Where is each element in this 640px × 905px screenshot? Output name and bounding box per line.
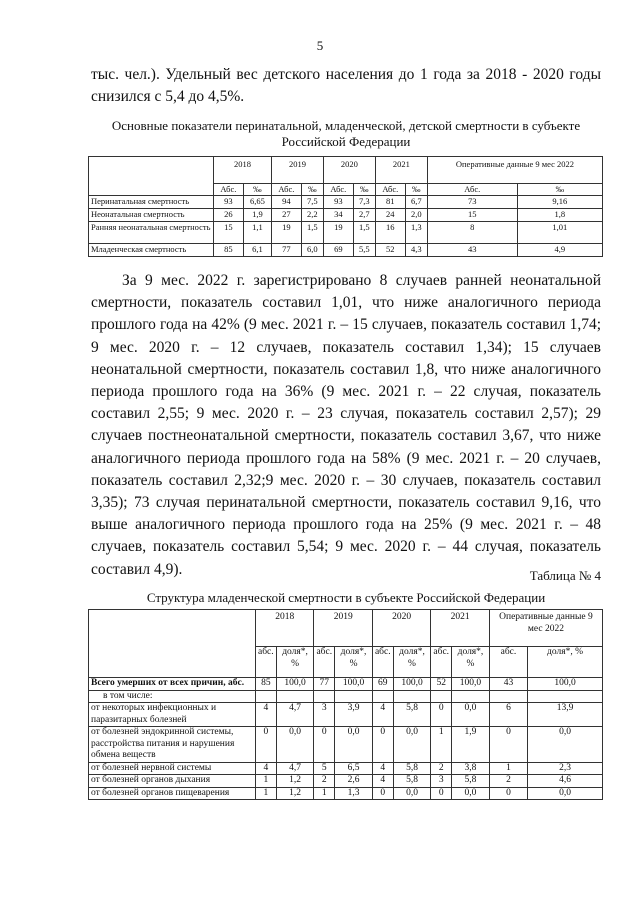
table2-year-header: 2021: [431, 610, 489, 647]
table2-cell: 4: [256, 762, 277, 775]
table2-year-header: 2020: [372, 610, 430, 647]
table1-abs-header: Абс.: [214, 184, 244, 196]
table2-cell: 6: [489, 703, 527, 727]
table1-cell: 43: [427, 244, 517, 257]
table2-cell: 0,0: [393, 727, 431, 763]
table1-cell: 7,3: [353, 196, 375, 209]
table1-cell: 34: [323, 209, 353, 222]
table2-cell: [393, 690, 431, 703]
table2-cell: 100,0: [452, 678, 490, 691]
table1-cell: 2,7: [353, 209, 375, 222]
table2-cell: 6,5: [335, 762, 373, 775]
table2-cell: [276, 690, 314, 703]
table1-cell: 5,5: [353, 244, 375, 257]
table1-abs-header: Абс.: [272, 184, 302, 196]
table1-row-perinatal: [89, 196, 603, 209]
table1-cell: 7,5: [301, 196, 323, 209]
table2-cell: 0: [489, 787, 527, 800]
table2-cell: 5: [314, 762, 335, 775]
table1-cell: 1,5: [353, 222, 375, 244]
table2-cell: 2,6: [335, 775, 373, 788]
table1-rate-header: ‰: [301, 184, 323, 196]
table1-cell: 9,16: [517, 196, 602, 209]
table1-title-line1: Основные показатели перинатальной, младенческой, детской смертности в субъекте: [111, 118, 581, 133]
table1-cell: 1,3: [405, 222, 427, 244]
table1-cell: 81: [375, 196, 405, 209]
table1-cell: 1,1: [243, 222, 271, 244]
table2-abs-header: абс.: [256, 647, 277, 678]
table1-row-label: Ранняя неонатальная смертность: [89, 222, 214, 244]
table2-year-header: 2018: [256, 610, 314, 647]
table2-cell: 5,8: [393, 703, 431, 727]
table2-share-header: доля*, %: [335, 647, 373, 678]
table1-cell: 8: [427, 222, 517, 244]
table1-row-infant: [89, 244, 603, 257]
table2-cell: 5,8: [393, 762, 431, 775]
table2-row-digestive: [89, 787, 603, 800]
table2-cell: 4,7: [276, 703, 314, 727]
table2-cell: 0: [314, 727, 335, 763]
table2-cell: [528, 690, 603, 703]
table1-cell: 24: [375, 209, 405, 222]
perinatal-mortality-table: [88, 156, 603, 257]
table1-row-early-neonatal: [89, 222, 603, 244]
table1-cell: 1,8: [517, 209, 602, 222]
table1-cell: 6,1: [243, 244, 271, 257]
table1-cell: 1,9: [243, 209, 271, 222]
table2-cell: 3: [431, 775, 452, 788]
table1-cell: 52: [375, 244, 405, 257]
table1-abs-header: Абс.: [427, 184, 517, 196]
table1-cell: 93: [323, 196, 353, 209]
table2-number: Таблица № 4: [529, 568, 601, 583]
table1-cell: 6,65: [243, 196, 271, 209]
table2-cell: 5,8: [393, 775, 431, 788]
table1-abs-header: Абс.: [323, 184, 353, 196]
table2-row-infectious: [89, 703, 603, 727]
table2-cell: 1,2: [276, 775, 314, 788]
table2-operative-header: Оперативные данные 9 мес 2022: [489, 610, 602, 647]
table1-year-header: 2020: [323, 157, 375, 184]
table1-cell: 69: [323, 244, 353, 257]
table1-cell: 1,5: [301, 222, 323, 244]
table2-cell: 0,0: [528, 787, 603, 800]
table2-row-respiratory: [89, 775, 603, 788]
table2-cell: 4: [372, 775, 393, 788]
table2-share-header: доля*, %: [276, 647, 314, 678]
table1-rate-header: ‰: [243, 184, 271, 196]
table2-cell: 2: [489, 775, 527, 788]
table2-cell: 1,2: [276, 787, 314, 800]
table2-row-nervous: [89, 762, 603, 775]
table2-cell: 69: [372, 678, 393, 691]
table2-cell: 0,0: [528, 727, 603, 763]
table2-cell: 0: [489, 727, 527, 763]
table1-year-header: 2019: [272, 157, 324, 184]
table2-cell: 3: [314, 703, 335, 727]
table2-row-label: от болезней эндокринной системы, расстройства питания и нарушения обмена веществ: [89, 727, 256, 763]
table1-operative-header: Оперативные данные 9 мес 2022: [427, 157, 602, 184]
table2-cell: [335, 690, 373, 703]
table2-row-endocrine: [89, 727, 603, 763]
table2-cell: 100,0: [276, 678, 314, 691]
table2-cell: 0,0: [452, 787, 490, 800]
table2-cell: 4,6: [528, 775, 603, 788]
table2-row-label: от болезней нервной системы: [89, 762, 256, 775]
table1-title: [91, 118, 601, 150]
table2-cell: 4: [372, 762, 393, 775]
table1-cell: 19: [272, 222, 302, 244]
table1-rate-header: ‰: [517, 184, 602, 196]
table2-title: Структура младенческой смертности в субъекте Российской Федерации: [146, 590, 546, 605]
table1-corner-cell: [89, 157, 214, 196]
table2-cell: 13,9: [528, 703, 603, 727]
paragraph-mortality-summary: [91, 270, 601, 581]
table1-rate-header: ‰: [405, 184, 427, 196]
table2-row-label: от болезней органов дыхания: [89, 775, 256, 788]
table2-cell: 100,0: [393, 678, 431, 691]
paragraph-intro: тыс. чел.). Удельный вес детского населения до 1 года за 2018 - 2020 годы снизился с 5,4 до 4,5%.: [91, 66, 601, 105]
table2-cell: 4: [256, 703, 277, 727]
table1-year-header: 2018: [214, 157, 272, 184]
table1-cell: 2,2: [301, 209, 323, 222]
table1-rate-header: ‰: [353, 184, 375, 196]
table2-cell: [314, 690, 335, 703]
table2-cell: 0,0: [276, 727, 314, 763]
table2-cell: 1,9: [452, 727, 490, 763]
table2-cell: 0: [372, 787, 393, 800]
table1-cell: 15: [427, 209, 517, 222]
table2-cell: 3,8: [452, 762, 490, 775]
table1-cell: 4,9: [517, 244, 602, 257]
table2-cell: 100,0: [335, 678, 373, 691]
table1-cell: 77: [272, 244, 302, 257]
table1-cell: 93: [214, 196, 244, 209]
table2-share-header: доля*, %: [452, 647, 490, 678]
table2-cell: 2: [314, 775, 335, 788]
table1-cell: 85: [214, 244, 244, 257]
table2-cell: 1: [431, 727, 452, 763]
table1-title-line2: Российской Федерации: [281, 134, 411, 149]
table2-cell: [431, 690, 452, 703]
table2-cell: 2: [431, 762, 452, 775]
table2-corner-cell: [89, 610, 256, 678]
table1-cell: 26: [214, 209, 244, 222]
table1-cell: 6,0: [301, 244, 323, 257]
table1-row-label: Младенческая смертность: [89, 244, 214, 257]
table1-cell: 16: [375, 222, 405, 244]
table1-abs-header: Абс.: [375, 184, 405, 196]
table2-cell: [452, 690, 490, 703]
table2-cell: 1: [489, 762, 527, 775]
table2-cell: 1: [314, 787, 335, 800]
table1-cell: 73: [427, 196, 517, 209]
table1-cell: 1,01: [517, 222, 602, 244]
table2-cell: 0: [431, 787, 452, 800]
table1-cell: 4,3: [405, 244, 427, 257]
table2-cell: 1,3: [335, 787, 373, 800]
table1-cell: 27: [272, 209, 302, 222]
table2-cell: 100,0: [528, 678, 603, 691]
table2-row-including: [89, 690, 603, 703]
table2-cell: 43: [489, 678, 527, 691]
table1-cell: 15: [214, 222, 244, 244]
table2-cell: 0: [372, 727, 393, 763]
table1-cell: 19: [323, 222, 353, 244]
table2-cell: 4: [372, 703, 393, 727]
table2-cell: 4,7: [276, 762, 314, 775]
table2-cell: [489, 690, 527, 703]
table2-abs-header: абс.: [372, 647, 393, 678]
table2-including-label: в том числе:: [89, 690, 256, 703]
table2-cell: 2,3: [528, 762, 603, 775]
table1-row-label: Перинатальная смертность: [89, 196, 214, 209]
table2-cell: 0,0: [335, 727, 373, 763]
table2-abs-header: абс.: [431, 647, 452, 678]
infant-mortality-structure-table: [88, 609, 603, 800]
table2-cell: 0,0: [452, 703, 490, 727]
page-number: 5: [316, 38, 324, 53]
table1-cell: 2,0: [405, 209, 427, 222]
table2-share-header: доля*, %: [528, 647, 603, 678]
table2-cell: 1: [256, 787, 277, 800]
table2-row-label: от болезней органов пищеварения: [89, 787, 256, 800]
table1-row-label: Неонатальная смертность: [89, 209, 214, 222]
paragraph-mortality-text: За 9 мес. 2022 г. зарегистрировано 8 случаев ранней неонатальной смертности, показатель составил 1,01, что ниже аналогичного периода прошлого года на 42% (9 мес. 2021 г. – 15 случаев, показатель составил 1,74; 9 мес. 2020 г. – 12 случаев, показатель составил 1,34); 15 случаев неонатальной смертности, показатель составил 1,8, что ниже аналогичного периода прошлого года на 36% (9 мес. 2021 г. – 22 случая, показатель составил 2,55; 9 мес. 2020 г. – 23 случая, показатель составил 2,57); 29 случаев постнеонатальной смертности, показатель составил 3,67, что ниже аналогичного периода прошлого года на 58% (9 мес. 2021 г. – 20 случаев, показатель составил 2,32;9 мес. 2020 г. – 30 случаев, показатель составил 3,35); 73 случая перинатальной смертности, показатель составил 9,16, что выше аналогичного периода прошлого года на 25% (9 мес. 2021 г. – 48 случаев, показатель составил 5,54; 9 мес. 2020 г. – 44 случая, показатель составил 4,9).: [91, 272, 601, 578]
table2-cell: 1: [256, 775, 277, 788]
table2-abs-header: абс.: [489, 647, 527, 678]
table1-cell: 6,7: [405, 196, 427, 209]
table1-year-header: 2021: [375, 157, 427, 184]
table2-row-total: [89, 678, 603, 691]
table2-cell: 0,0: [393, 787, 431, 800]
table2-cell: 77: [314, 678, 335, 691]
table2-cell: [256, 690, 277, 703]
table2-cell: 3,9: [335, 703, 373, 727]
table1-cell: 94: [272, 196, 302, 209]
table2-abs-header: абс.: [314, 647, 335, 678]
table1-row-neonatal: [89, 209, 603, 222]
table2-cell: 0: [431, 703, 452, 727]
table2-cell: 52: [431, 678, 452, 691]
table2-cell: 5,8: [452, 775, 490, 788]
table2-cell: [372, 690, 393, 703]
table2-cell: 85: [256, 678, 277, 691]
table2-share-header: доля*, %: [393, 647, 431, 678]
table2-row-label: Всего умерших от всех причин, абс.: [89, 678, 256, 691]
table2-year-header: 2019: [314, 610, 372, 647]
table2-row-label: от некоторых инфекционных и паразитарных болезней: [89, 703, 256, 727]
table2-cell: 0: [256, 727, 277, 763]
